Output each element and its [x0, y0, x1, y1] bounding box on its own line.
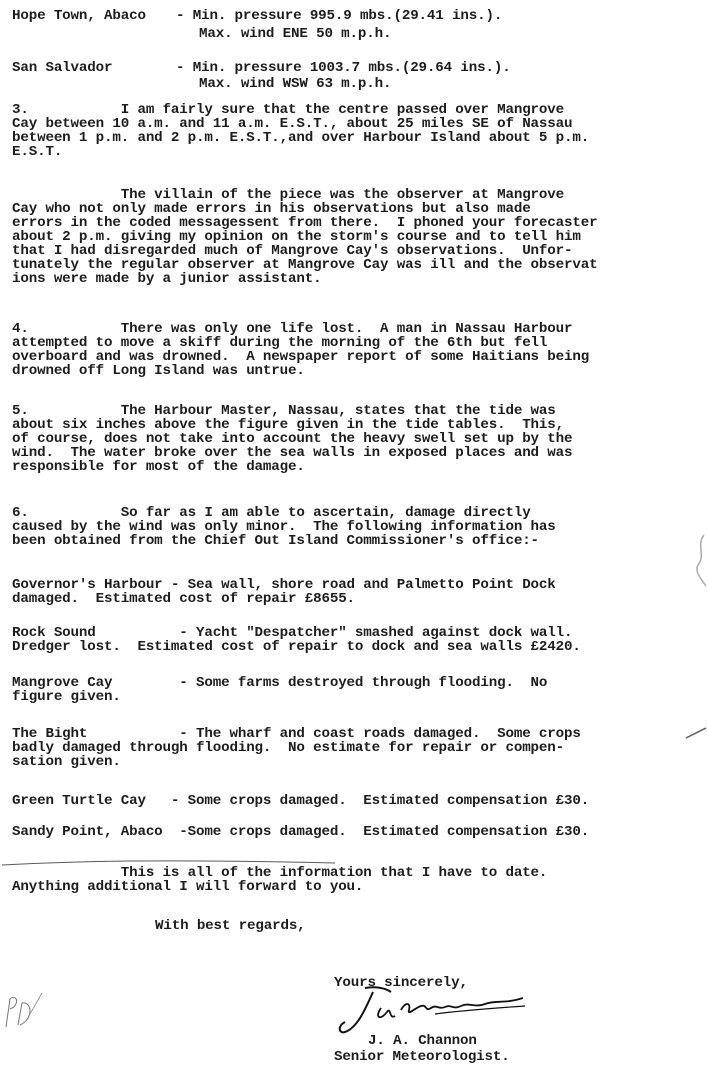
damage-governors-harbour [12, 578, 708, 606]
paper-blemish [684, 722, 708, 744]
text-line: Anything additional I will forward to you. [12, 880, 364, 894]
paragraph-observer [12, 188, 708, 286]
text-line: Green Turtle Cay - Some crops damaged. Estimated compensation £30. [12, 794, 590, 808]
text-line: The villain of the piece was the observer at Mangrove [12, 188, 565, 202]
paragraph-6 [12, 506, 708, 548]
paper-blemish [690, 530, 708, 590]
report-place-san-salvador: San Salvador [12, 60, 113, 76]
text-line: figure given. [12, 690, 121, 704]
signatory-title: Senior Meteorologist. [334, 1049, 510, 1065]
text-line: Governor's Harbour - Sea wall, shore road and Palmetto Point Dock [12, 578, 556, 592]
damage-mangrove-cay [12, 676, 708, 704]
text-line: Rock Sound - Yacht "Despatcher" smashed against dock wall. [12, 626, 573, 640]
report-place-hope-town: Hope Town, Abaco [12, 8, 146, 24]
report-max-wind-san-salvador: Max. wind WSW 63 m.p.h. [199, 76, 392, 92]
text-line: The Bight - The wharf and coast roads damaged. Some crops [12, 727, 581, 741]
text-line: about six inches above the figure given in the tide tables. This, [12, 418, 565, 432]
text-line: 5. The Harbour Master, Nassau, states that the tide was [12, 404, 556, 418]
paragraph-5 [12, 404, 708, 474]
text-line: of course, does not take into account the heavy swell set up by the [12, 432, 573, 446]
text-line: that I had disregarded much of Mangrove Cay's observations. Unfor- [12, 244, 573, 258]
text-line: badly damaged through flooding. No estimate for repair or compen- [12, 741, 565, 755]
text-line: caused by the wind was only minor. The following information has [12, 520, 556, 534]
paragraph-3 [12, 103, 708, 159]
text-line: been obtained from the Chief Out Island Commissioner's office:- [12, 534, 539, 548]
text-line: sation given. [12, 755, 121, 769]
text-line: wind. The water broke over the sea walls in exposed places and was [12, 446, 573, 460]
text-line: E.S.T. [12, 145, 63, 159]
text-line: 6. So far as I am able to ascertain, damage directly [12, 506, 531, 520]
sign-off: Yours sincerely, [334, 975, 468, 991]
text-line: between 1 p.m. and 2 p.m. E.S.T.,and over Harbour Island about 5 p.m. [12, 131, 590, 145]
text-line: 4. There was only one life lost. A man in Nassau Harbour [12, 322, 573, 336]
text-line: attempted to move a skiff during the morning of the 6th but fell [12, 336, 548, 350]
text-line: Dredger lost. Estimated cost of repair to dock and sea walls £2420. [12, 640, 581, 654]
text-line: Cay who not only made errors in his observations but also made [12, 202, 531, 216]
text-line: about 2 p.m. giving my opinion on the storm's course and to tell him [12, 230, 581, 244]
text-line: ions were made by a junior assistant. [12, 272, 322, 286]
text-line: 3. I am fairly sure that the centre passed over Mangrove [12, 103, 565, 117]
text-line: tunately the regular observer at Mangrove Cay was ill and the observat [12, 258, 598, 272]
report-min-pressure-hope-town: - Min. pressure 995.9 mbs.(29.41 ins.). [176, 8, 503, 24]
text-line: responsible for most of the damage. [12, 460, 305, 474]
text-line: This is all of the information that I have to date. [12, 866, 548, 880]
margin-pencil-mark [0, 985, 50, 1035]
text-line: Cay between 10 a.m. and 11 a.m. E.S.T., about 25 miles SE of Nassau [12, 117, 573, 131]
paragraph-4 [12, 322, 708, 378]
text-line: Mangrove Cay - Some farms destroyed through flooding. No [12, 676, 548, 690]
damage-sandy-point [12, 825, 708, 839]
text-line: drowned off Long Island was untrue. [12, 364, 305, 378]
stray-pen-line [0, 855, 340, 875]
damage-the-bight [12, 727, 708, 769]
text-line: errors in the coded messagessent from there. I phoned your forecaster [12, 216, 598, 230]
damage-rock-sound [12, 626, 708, 654]
report-min-pressure-san-salvador: - Min. pressure 1003.7 mbs.(29.64 ins.). [176, 60, 511, 76]
signature-image [335, 980, 535, 1040]
text-line: overboard and was drowned. A newspaper report of some Haitians being [12, 350, 590, 364]
report-max-wind-hope-town: Max. wind ENE 50 m.p.h. [199, 26, 392, 42]
regards-line: With best regards, [155, 918, 306, 934]
signatory-name: J. A. Channon [368, 1033, 477, 1049]
text-line: Sandy Point, Abaco -Some crops damaged. Estimated compensation £30. [12, 825, 590, 839]
text-line: damaged. Estimated cost of repair £8655. [12, 592, 355, 606]
damage-green-turtle-cay [12, 794, 708, 808]
